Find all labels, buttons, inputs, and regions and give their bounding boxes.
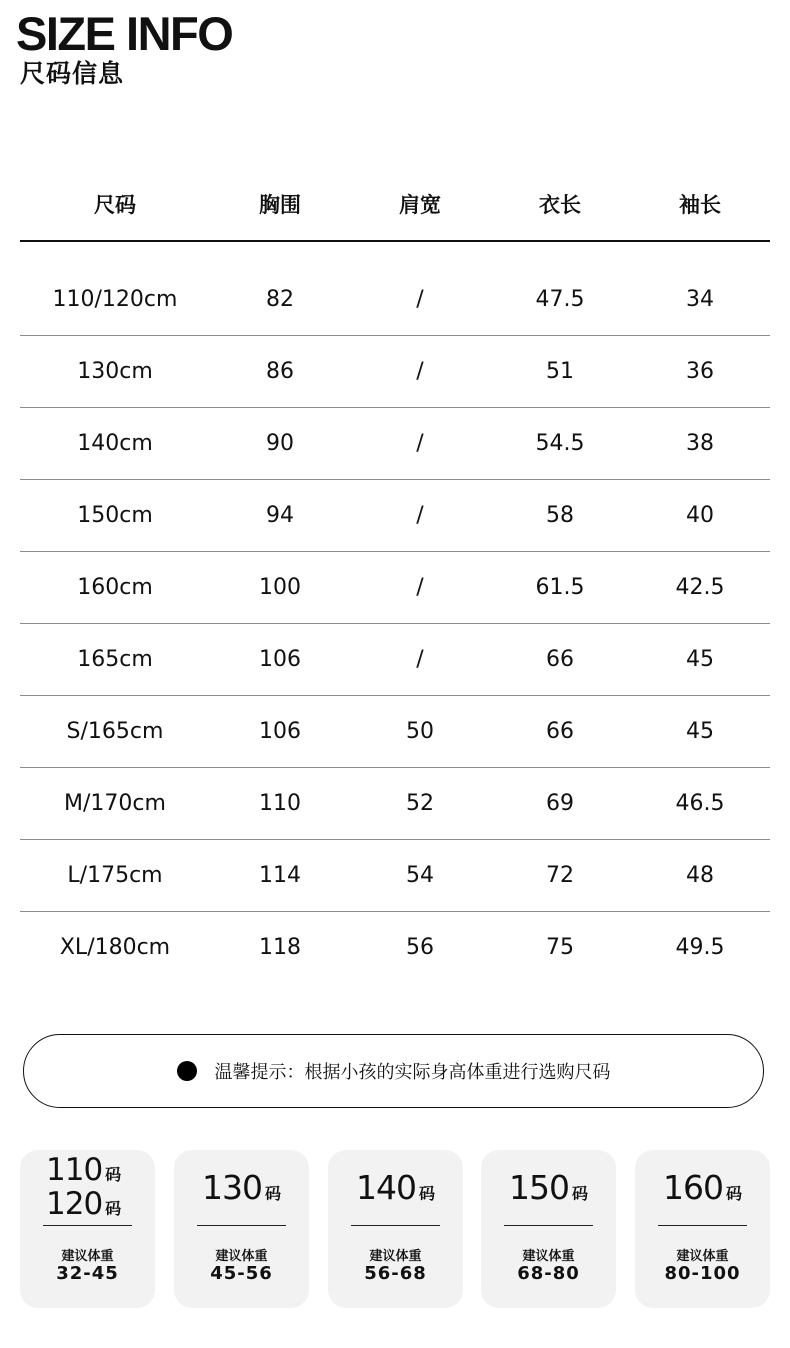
cell-shoulder: 56	[406, 935, 434, 960]
cell-chest: 82	[266, 287, 294, 312]
table-row	[20, 912, 770, 983]
card-size-number: 130	[201, 1168, 262, 1207]
card-size-number: 120	[46, 1186, 103, 1222]
card-size-unit: 码	[725, 1184, 742, 1203]
cell-size: XL/180cm	[59, 935, 171, 960]
card-size	[328, 1168, 463, 1214]
card-label: 建议体重	[61, 1249, 114, 1264]
card-size-number: 150	[508, 1168, 569, 1207]
card-label: 建议体重	[676, 1249, 729, 1264]
header-shoulder: 肩宽	[399, 193, 441, 217]
size-card	[20, 1150, 155, 1308]
card-label: 建议体重	[215, 1249, 268, 1264]
tip-text: 温馨提示：根据小孩的实际身高体重进行选购尺码	[214, 1062, 611, 1083]
table-row	[20, 264, 770, 336]
cell-shoulder: /	[416, 503, 424, 528]
cell-size: 165cm	[77, 647, 153, 672]
card-divider	[197, 1225, 286, 1226]
cell-size: 160cm	[77, 575, 153, 600]
cell-length: 66	[546, 719, 574, 744]
cell-shoulder: 54	[406, 863, 434, 888]
cell-size: M/170cm	[64, 791, 166, 816]
cell-chest: 106	[259, 647, 301, 672]
card-size-unit: 码	[264, 1184, 281, 1203]
card-weight: 80-100	[664, 1263, 741, 1284]
cell-sleeve: 36	[686, 359, 714, 384]
card-size-unit: 码	[571, 1184, 588, 1203]
cell-shoulder: /	[416, 647, 424, 672]
cell-chest: 114	[259, 863, 301, 888]
cell-sleeve: 45	[686, 719, 714, 744]
cell-length: 47.5	[535, 287, 585, 312]
cell-length: 75	[546, 935, 574, 960]
header-chest: 胸围	[259, 193, 301, 217]
cell-shoulder: 52	[406, 791, 434, 816]
cell-size: L/175cm	[67, 863, 163, 888]
cell-chest: 118	[259, 935, 301, 960]
cell-length: 54.5	[535, 431, 585, 456]
header-sleeve: 袖长	[679, 193, 721, 217]
table-row	[20, 552, 770, 624]
size-card	[481, 1150, 616, 1308]
cell-shoulder: /	[416, 359, 424, 384]
tip-banner	[23, 1034, 764, 1108]
card-size-unit: 码	[418, 1184, 435, 1203]
size-table	[20, 168, 770, 983]
header-length: 衣长	[539, 193, 581, 217]
card-divider	[351, 1225, 440, 1226]
card-size	[481, 1168, 616, 1214]
cell-length: 51	[546, 359, 574, 384]
cell-sleeve: 38	[686, 431, 714, 456]
cell-length: 61.5	[535, 575, 585, 600]
cell-size: S/165cm	[66, 719, 164, 744]
cell-sleeve: 46.5	[675, 791, 725, 816]
table-row	[20, 768, 770, 840]
cell-chest: 100	[259, 575, 301, 600]
table-row	[20, 480, 770, 552]
cell-length: 58	[546, 503, 574, 528]
cell-sleeve: 34	[686, 287, 714, 312]
title-en: SIZE INFO	[16, 7, 233, 60]
cell-length: 72	[546, 863, 574, 888]
cell-chest: 106	[259, 719, 301, 744]
card-divider	[504, 1225, 593, 1226]
cell-size: 130cm	[77, 359, 153, 384]
cell-sleeve: 42.5	[675, 575, 725, 600]
cell-chest: 90	[266, 431, 294, 456]
card-size	[635, 1168, 770, 1214]
card-weight: 56-68	[364, 1263, 427, 1284]
cell-shoulder: /	[416, 575, 424, 600]
cell-length: 69	[546, 791, 574, 816]
card-label: 建议体重	[369, 1249, 422, 1264]
card-label: 建议体重	[522, 1249, 575, 1264]
card-weight: 32-45	[56, 1263, 119, 1284]
card-divider	[43, 1225, 132, 1226]
cell-length: 66	[546, 647, 574, 672]
cell-size: 110/120cm	[52, 287, 178, 312]
table-row	[20, 408, 770, 480]
weight-cards	[20, 1150, 770, 1308]
card-size-unit: 码	[105, 1199, 122, 1218]
cell-shoulder: /	[416, 431, 424, 456]
table-header	[20, 168, 770, 242]
header-size: 尺码	[94, 193, 136, 217]
cell-sleeve: 40	[686, 503, 714, 528]
card-size-number: 160	[662, 1168, 723, 1207]
size-card	[328, 1150, 463, 1308]
cell-sleeve: 49.5	[675, 935, 725, 960]
card-weight: 68-80	[517, 1263, 580, 1284]
cell-chest: 94	[266, 503, 294, 528]
card-size	[174, 1168, 309, 1214]
cell-size: 150cm	[77, 503, 153, 528]
size-card	[174, 1150, 309, 1308]
title-cn: 尺码信息	[20, 59, 125, 88]
cell-size: 140cm	[77, 431, 153, 456]
table-row	[20, 624, 770, 696]
bullet-dot-icon	[177, 1061, 197, 1081]
card-weight: 45-56	[210, 1263, 273, 1284]
table-body	[20, 264, 770, 983]
cell-shoulder: /	[416, 287, 424, 312]
table-row	[20, 840, 770, 912]
cell-chest: 110	[259, 791, 301, 816]
table-row	[20, 336, 770, 408]
card-size-unit: 码	[105, 1165, 122, 1184]
cell-shoulder: 50	[406, 719, 434, 744]
cell-sleeve: 45	[686, 647, 714, 672]
card-size-number: 110	[46, 1152, 103, 1188]
table-row	[20, 696, 770, 768]
card-divider	[658, 1225, 747, 1226]
cell-chest: 86	[266, 359, 294, 384]
cell-sleeve: 48	[686, 863, 714, 888]
size-card	[635, 1150, 770, 1308]
card-size-number: 140	[355, 1168, 416, 1207]
card-size	[46, 1186, 121, 1227]
